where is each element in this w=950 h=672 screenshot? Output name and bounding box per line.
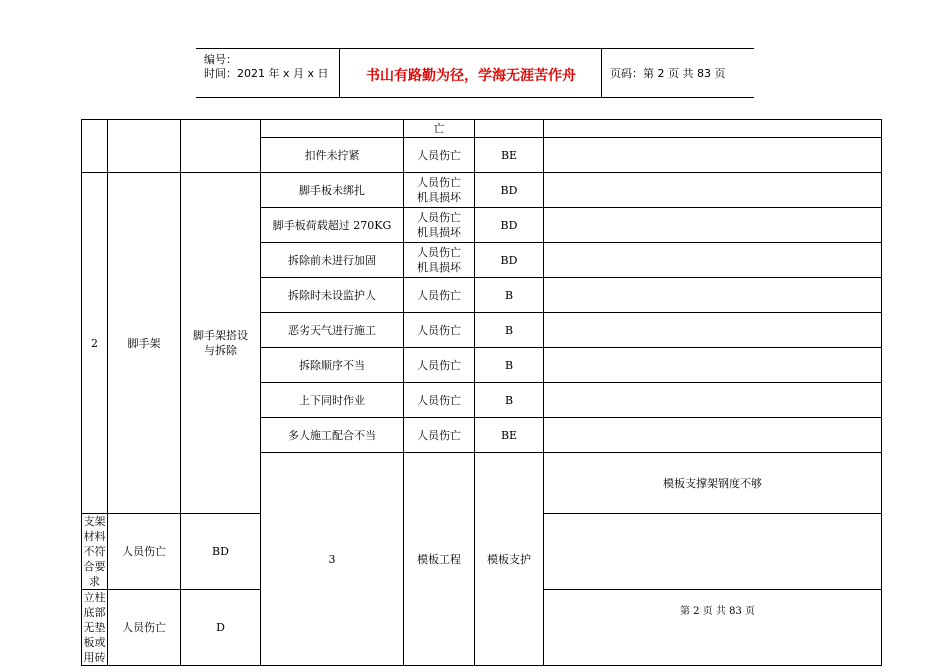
cell-category	[108, 120, 181, 173]
cell-category: 脚手架	[108, 173, 181, 514]
cell-level: BD	[475, 208, 544, 243]
page-footer: 第 2 页 共 83 页	[680, 606, 755, 617]
cell-consequence: 人员伤亡	[404, 278, 475, 313]
cell-hazard: 脚手板未绑扎	[261, 173, 404, 208]
cell-remarks	[544, 243, 882, 278]
cell-hazard: 模板支撑架钢度不够	[544, 453, 882, 514]
consequence-line: 人员伤亡	[417, 246, 461, 259]
cell-consequence: 人员伤亡	[108, 514, 181, 590]
cell-no: 3	[261, 453, 404, 666]
cell-level: D	[181, 590, 261, 666]
cell-hazard: 支架材料不符合要求	[83, 515, 106, 588]
header-divider-left	[339, 49, 340, 97]
cell-remarks	[544, 514, 882, 590]
hazard-table	[81, 119, 882, 666]
cell-level: BD	[475, 243, 544, 278]
cell-level: BE	[475, 138, 544, 173]
header-motto: 书山有路勤为径，学海无涯苦作舟	[366, 68, 576, 84]
cell-level: BD	[475, 173, 544, 208]
cell-level: B	[475, 383, 544, 418]
cell-remarks	[544, 313, 882, 348]
cell-consequence: 人员伤亡	[404, 313, 475, 348]
cell-level: B	[475, 278, 544, 313]
cell-remarks	[544, 590, 882, 666]
cell-remarks	[544, 278, 882, 313]
cell-hazard: 多人施工配合不当	[261, 418, 404, 453]
consequence-line: 机具损坏	[417, 261, 461, 274]
consequence-line: 人员伤亡	[417, 211, 461, 224]
cell-remarks	[544, 208, 882, 243]
cell-remarks	[544, 138, 882, 173]
cell-remarks	[544, 348, 882, 383]
cell-no: 2	[82, 173, 108, 514]
cell-consequence: 亡	[404, 120, 475, 138]
cell-activity	[181, 173, 261, 514]
cell-level: BD	[181, 514, 261, 590]
cell-consequence: 人员伤亡	[404, 138, 475, 173]
cell-hazard: 恶劣天气进行施工	[261, 313, 404, 348]
cell-level: B	[475, 313, 544, 348]
table-row	[82, 173, 882, 208]
consequence-line: 机具损坏	[417, 226, 461, 239]
cell-consequence: 人员伤亡	[404, 418, 475, 453]
cell-hazard	[261, 120, 404, 138]
consequence-line: 机具损坏	[417, 191, 461, 204]
cell-hazard: 立柱底部无垫板或用砖	[83, 591, 106, 664]
cell-remarks	[544, 418, 882, 453]
cell-hazard: 拆除顺序不当	[261, 348, 404, 383]
document-number-label: 编号：	[204, 53, 237, 66]
page-header	[196, 48, 754, 98]
cell-activity: 模板支护	[475, 453, 544, 666]
cell-category: 模板工程	[404, 453, 475, 666]
cell-level	[475, 120, 544, 138]
cell-activity	[181, 120, 261, 173]
cell-consequence	[404, 208, 475, 243]
cell-remarks	[544, 173, 882, 208]
cell-hazard: 拆除前未进行加固	[261, 243, 404, 278]
cell-consequence: 人员伤亡	[404, 348, 475, 383]
header-divider-right	[601, 49, 602, 97]
page-indicator: 页码：第 2 页 共 83 页	[610, 67, 726, 80]
activity-line: 脚手架搭设	[193, 329, 248, 342]
cell-remarks	[544, 120, 882, 138]
table-row	[82, 120, 882, 138]
cell-level: BE	[475, 418, 544, 453]
cell-consequence	[404, 173, 475, 208]
cell-remarks	[544, 383, 882, 418]
cell-hazard: 拆除时未设监护人	[261, 278, 404, 313]
consequence-line: 人员伤亡	[417, 176, 461, 189]
cell-consequence: 人员伤亡	[404, 383, 475, 418]
cell-consequence	[404, 243, 475, 278]
document-date: 时间：2021 年 x 月 x 日	[204, 67, 329, 80]
cell-hazard: 脚手板荷载超过 270KG	[261, 208, 404, 243]
cell-level: B	[475, 348, 544, 383]
cell-hazard: 上下同时作业	[261, 383, 404, 418]
activity-line: 与拆除	[204, 344, 237, 357]
cell-no	[82, 120, 108, 173]
cell-consequence: 人员伤亡	[108, 590, 181, 666]
cell-hazard: 扣件未拧紧	[261, 138, 404, 173]
